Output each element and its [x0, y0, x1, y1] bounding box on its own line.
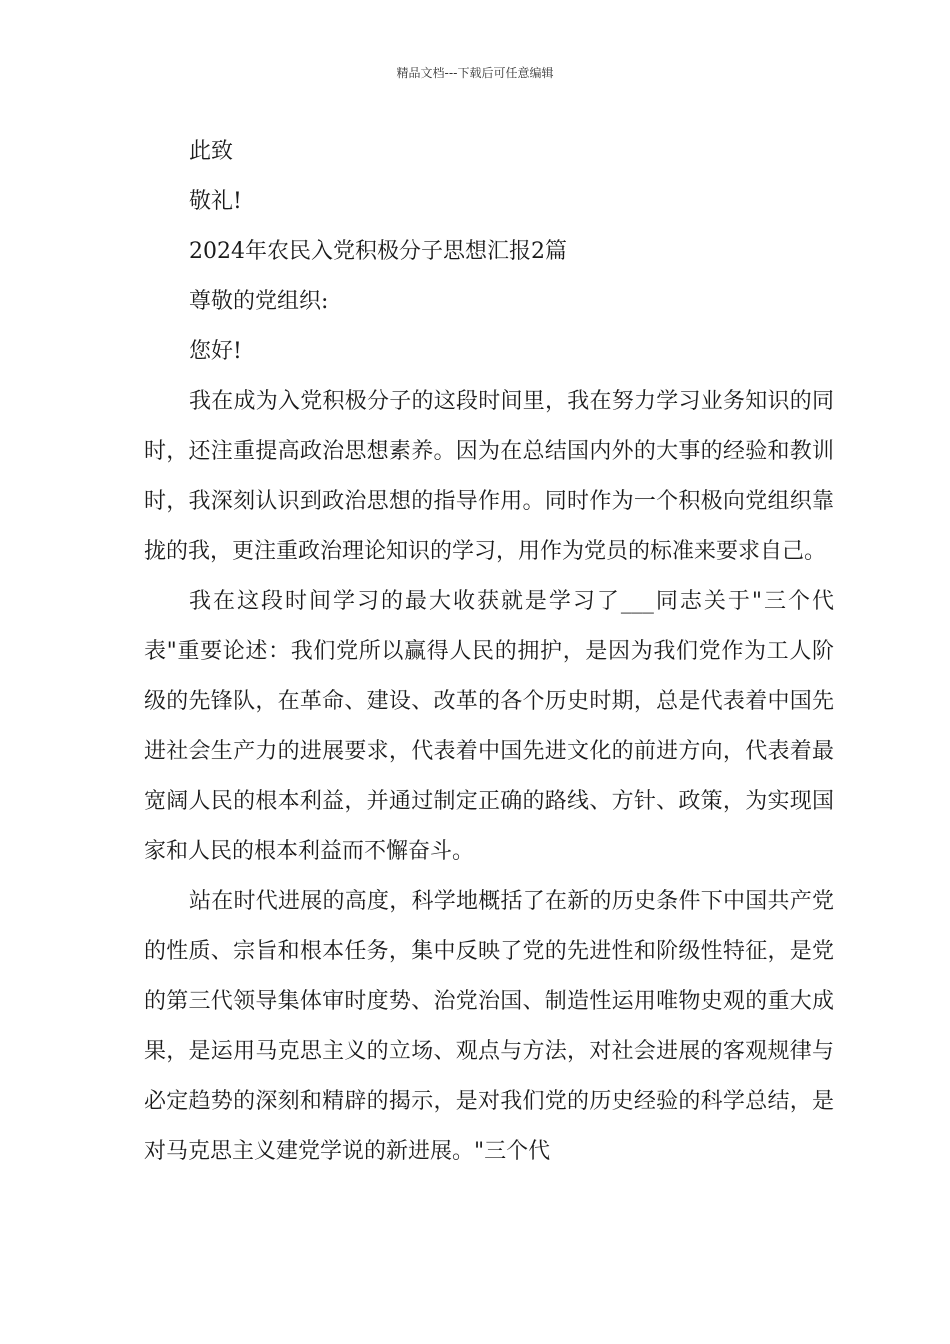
paragraph-2: 我在这段时间学习的最大收获就是学习了___同志关于"三个代表"重要论述：我们党所以赢得人民的拥护，是因为我们党作为工人阶级的先锋队，在革命、建设、改革的各个历史时期，总是代表着中国先进社会生产力的进展要求，代表着中国先进文化的前进方向，代表着最宽阔人民的根本利益，并通过制定正确的路线、方针、政策，为实现国家和人民的根本利益而不懈奋斗。	[144, 589, 834, 864]
page-header: 精品文档---下载后可任意编辑	[396, 66, 554, 80]
closing-line-2: 敬礼!	[189, 189, 242, 214]
paragraph-1: 我在成为入党积极分子的这段时间里，我在努力学习业务知识的同时，还注重提高政治思想素养。因为在总结国内外的大事的经验和教训时，我深刻认识到政治思想的指导作用。同时作为一个积极向党组织靠拢的我，更注重政治理论知识的学习，用作为党员的标准来要求自己。	[144, 389, 834, 564]
document-title: 2024年农民入党积极分子思想汇报2篇	[189, 239, 567, 264]
closing-line-1: 此致	[189, 139, 234, 164]
salutation: 尊敬的党组织:	[189, 289, 329, 314]
greeting: 您好!	[189, 339, 242, 364]
document-body	[144, 127, 834, 1177]
paragraph-3: 站在时代进展的高度，科学地概括了在新的历史条件下中国共产党的性质、宗旨和根本任务，集中反映了党的先进性和阶级性特征，是党的第三代领导集体审时度势、治党治国、制造性运用唯物史观的重大成果，是运用马克思主义的立场、观点与方法，对社会进展的客观规律与必定趋势的深刻和精辟的揭示，是对我们党的历史经验的科学总结，是对马克思主义建党学说的新进展。"三个代	[144, 889, 834, 1164]
